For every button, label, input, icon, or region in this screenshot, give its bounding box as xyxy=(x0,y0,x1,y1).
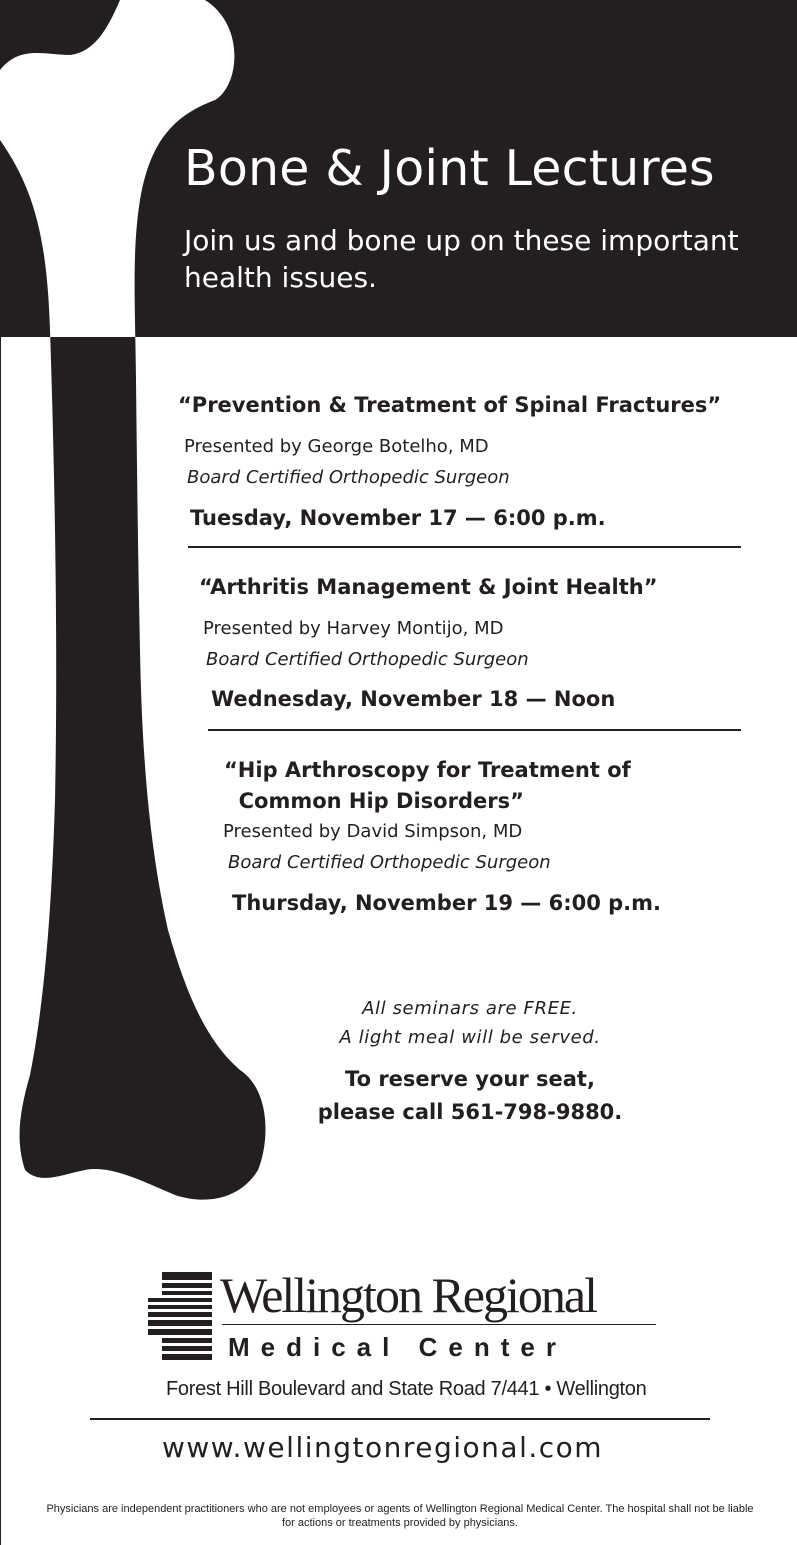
page-title: Bone & Joint Lectures xyxy=(184,140,715,197)
reserve-phone: please call 561-798-9880. xyxy=(317,1100,623,1124)
lecture-1-title: “Prevention & Treatment of Spinal Fractures” xyxy=(178,393,722,417)
reserve-line-1: To reserve your seat, xyxy=(345,1067,595,1091)
lecture-3-presenter: Presented by David Simpson, MD xyxy=(223,821,523,842)
meal-note: A light meal will be served. xyxy=(339,1027,601,1048)
lecture-3-date: Thursday, November 19 — 6:00 p.m. xyxy=(232,891,662,915)
address: Forest Hill Boulevard and State Road 7/441 • Wellington xyxy=(166,1378,647,1400)
logo-rule xyxy=(222,1324,656,1325)
lecture-1-credential: Board Certified Orthopedic Surgeon xyxy=(187,467,510,488)
lecture-3-title: “Hip Arthroscopy for Treatment of Common Hip Disorders” xyxy=(224,758,631,813)
lecture-2-credential: Board Certified Orthopedic Surgeon xyxy=(206,649,529,670)
lecture-2-presenter: Presented by Harvey Montijo, MD xyxy=(203,618,504,639)
divider xyxy=(188,546,741,548)
free-seminars-note: All seminars are FREE. xyxy=(362,998,578,1019)
hospital-subtitle: Medical Center xyxy=(228,1332,567,1362)
lecture-1-presenter: Presented by George Botelho, MD xyxy=(184,436,489,457)
disclaimer: Physicians are independent practitioners who are not employees or agents of Wellington Regional Medical Center. The hospital shall not be liable for actions or treatments provided by physicians. xyxy=(46,1503,754,1529)
page-subtitle: Join us and bone up on these important health issues. xyxy=(184,224,739,294)
divider xyxy=(208,729,741,731)
lecture-1-date: Tuesday, November 17 — 6:00 p.m. xyxy=(190,506,606,530)
lecture-3-credential: Board Certified Orthopedic Surgeon xyxy=(228,852,551,873)
hospital-logo-icon xyxy=(148,1272,212,1360)
footer-divider xyxy=(90,1418,710,1420)
lecture-2-date: Wednesday, November 18 — Noon xyxy=(211,687,616,711)
lecture-2-title: “Arthritis Management & Joint Health” xyxy=(199,575,658,599)
hospital-name: Wellington Regional xyxy=(220,1267,596,1323)
website-link[interactable]: www.wellingtonregional.com xyxy=(162,1431,604,1464)
